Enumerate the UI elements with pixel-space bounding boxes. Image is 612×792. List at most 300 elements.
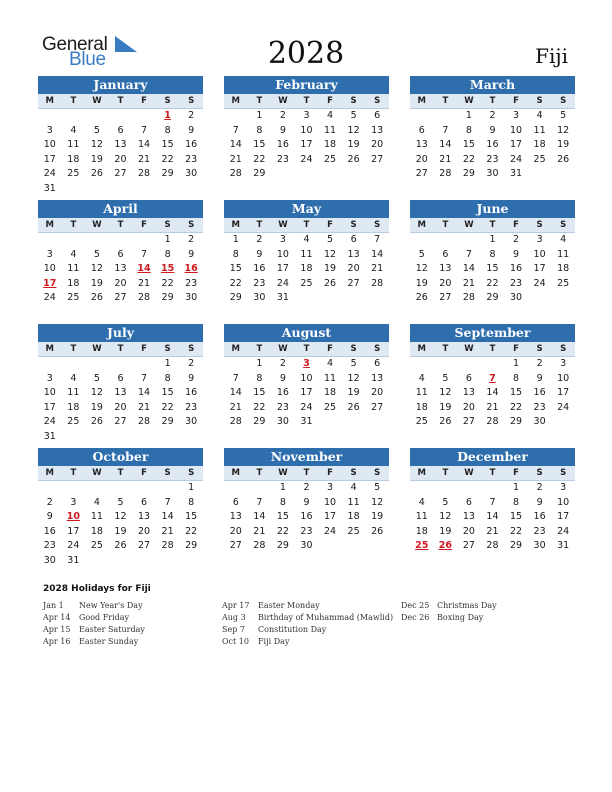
day-cell: 7 bbox=[164, 496, 171, 508]
week-row bbox=[38, 415, 203, 430]
day-cell: 5 bbox=[117, 496, 124, 508]
month-title: May bbox=[224, 200, 389, 218]
day-cell: 30 bbox=[185, 168, 198, 179]
day-cell: 14 bbox=[486, 387, 499, 398]
day-cell: 16 bbox=[43, 525, 56, 537]
day-cell: 8 bbox=[164, 372, 171, 384]
day-cell: 4 bbox=[70, 124, 77, 136]
day-cell bbox=[156, 554, 180, 569]
day-cell: 23 bbox=[276, 401, 289, 413]
weekday-label: S bbox=[560, 220, 567, 230]
day-cell: 9 bbox=[513, 248, 520, 260]
day-cell: 14 bbox=[462, 263, 475, 274]
day-cell bbox=[85, 554, 109, 569]
holiday-day-cell: 15 bbox=[160, 263, 175, 274]
day-cell: 20 bbox=[347, 263, 360, 274]
day-cell: 27 bbox=[462, 540, 475, 551]
day-cell: 4 bbox=[560, 234, 567, 245]
day-cell: 24 bbox=[276, 277, 289, 289]
day-cell: 29 bbox=[276, 540, 289, 551]
weekday-label: S bbox=[188, 96, 195, 106]
day-cell: 13 bbox=[347, 248, 360, 260]
day-cell: 1 bbox=[164, 358, 171, 369]
day-cell: 16 bbox=[533, 511, 546, 522]
day-cell: 27 bbox=[347, 277, 360, 289]
day-cell bbox=[271, 167, 295, 182]
day-cell: 3 bbox=[560, 358, 567, 369]
weekday-header-row bbox=[38, 342, 203, 357]
day-cell: 26 bbox=[371, 525, 384, 537]
week-row bbox=[38, 357, 203, 372]
day-cell: 3 bbox=[303, 110, 310, 121]
day-cell: 27 bbox=[462, 416, 475, 427]
weekday-header-row bbox=[38, 94, 203, 109]
day-cell: 28 bbox=[253, 540, 266, 551]
day-cell: 13 bbox=[137, 511, 151, 522]
weekday-label: M bbox=[45, 344, 55, 354]
weekday-label: T bbox=[489, 344, 496, 354]
day-cell: 9 bbox=[188, 248, 195, 260]
day-cell: 18 bbox=[67, 277, 80, 289]
holiday-column bbox=[222, 600, 393, 648]
day-cell: 1 bbox=[489, 234, 496, 245]
day-cell: 16 bbox=[276, 387, 289, 398]
holiday-day-cell: 14 bbox=[137, 263, 151, 274]
day-cell: 7 bbox=[256, 496, 263, 508]
day-cell: 16 bbox=[509, 263, 523, 274]
day-cell: 28 bbox=[486, 416, 499, 427]
day-cell: 23 bbox=[533, 525, 546, 537]
day-cell: 21 bbox=[462, 277, 475, 289]
day-cell: 15 bbox=[161, 139, 174, 150]
day-cell bbox=[528, 167, 552, 182]
week-row bbox=[224, 415, 389, 430]
day-cell: 30 bbox=[533, 540, 546, 551]
month-title: April bbox=[38, 200, 203, 218]
day-cell: 21 bbox=[229, 401, 242, 413]
day-cell: 19 bbox=[439, 401, 452, 413]
day-cell: 25 bbox=[533, 153, 546, 165]
day-cell: 20 bbox=[114, 277, 127, 289]
week-row bbox=[224, 481, 389, 496]
day-cell: 17 bbox=[300, 139, 313, 150]
week-row bbox=[38, 401, 203, 416]
weekday-label: F bbox=[513, 220, 519, 230]
holiday-name: Easter Monday bbox=[258, 601, 320, 610]
day-cell: 23 bbox=[276, 153, 289, 165]
weekday-label: S bbox=[164, 344, 171, 354]
day-cell: 19 bbox=[439, 525, 452, 537]
weekday-label: M bbox=[231, 344, 241, 354]
holiday-date: Dec 26 bbox=[401, 613, 430, 622]
day-cell: 4 bbox=[70, 248, 77, 260]
day-cell: 23 bbox=[43, 540, 56, 551]
holiday-name: Easter Saturday bbox=[79, 625, 145, 634]
day-cell: 24 bbox=[67, 540, 80, 551]
day-cell bbox=[179, 182, 203, 197]
day-cell: 28 bbox=[137, 168, 151, 179]
week-row bbox=[38, 510, 203, 525]
day-cell bbox=[132, 109, 156, 124]
weekday-label: T bbox=[70, 344, 77, 354]
day-cell: 17 bbox=[43, 153, 56, 165]
week-row bbox=[410, 415, 575, 430]
day-cell: 24 bbox=[300, 401, 313, 413]
weekday-label: S bbox=[164, 96, 171, 106]
day-cell: 13 bbox=[462, 511, 475, 522]
weekday-label: W bbox=[278, 220, 288, 230]
weekday-label: S bbox=[350, 96, 357, 106]
day-cell: 12 bbox=[557, 124, 570, 136]
day-cell: 6 bbox=[350, 234, 357, 245]
weekday-label: F bbox=[513, 96, 519, 106]
holiday-day-cell: 17 bbox=[43, 277, 57, 289]
day-cell: 11 bbox=[415, 511, 428, 522]
holiday-day-cell: 16 bbox=[184, 263, 198, 274]
week-row bbox=[410, 291, 575, 306]
week-row bbox=[410, 525, 575, 540]
day-cell: 1 bbox=[513, 358, 520, 369]
day-cell: 15 bbox=[486, 263, 499, 274]
weekday-label: F bbox=[141, 344, 147, 354]
day-cell: 4 bbox=[418, 372, 425, 384]
weekday-label: T bbox=[70, 468, 77, 478]
day-cell: 2 bbox=[256, 234, 263, 245]
day-cell: 5 bbox=[560, 110, 567, 121]
day-cell: 7 bbox=[232, 124, 239, 136]
week-row bbox=[38, 124, 203, 139]
holiday-name: New Year's Day bbox=[79, 601, 143, 610]
day-cell: 29 bbox=[462, 168, 475, 179]
month-february bbox=[224, 76, 389, 182]
day-cell bbox=[434, 233, 458, 248]
weekday-label: W bbox=[278, 468, 288, 478]
day-cell: 4 bbox=[536, 110, 543, 121]
day-cell: 1 bbox=[188, 482, 195, 493]
day-cell: 13 bbox=[415, 139, 428, 150]
day-cell: 21 bbox=[253, 525, 266, 537]
holiday-name: Fiji Day bbox=[258, 637, 290, 646]
day-cell: 9 bbox=[279, 124, 286, 136]
day-cell: 1 bbox=[279, 482, 286, 493]
day-cell: 27 bbox=[415, 168, 428, 179]
holiday-day-cell: 26 bbox=[438, 540, 452, 551]
holiday-item bbox=[222, 600, 393, 612]
day-cell: 26 bbox=[347, 401, 360, 413]
month-july bbox=[38, 324, 203, 444]
week-row bbox=[410, 109, 575, 124]
month-november bbox=[224, 448, 389, 554]
day-cell bbox=[365, 539, 389, 554]
weekday-label: S bbox=[188, 344, 195, 354]
day-cell bbox=[109, 182, 133, 197]
weekday-label: S bbox=[374, 344, 381, 354]
weekday-label: T bbox=[489, 220, 496, 230]
day-cell: 10 bbox=[43, 387, 56, 398]
day-cell: 8 bbox=[232, 248, 239, 260]
day-cell: 25 bbox=[557, 277, 570, 289]
day-cell: 23 bbox=[185, 277, 198, 289]
day-cell: 15 bbox=[229, 263, 242, 274]
day-cell: 6 bbox=[465, 372, 472, 384]
day-cell: 18 bbox=[323, 387, 337, 398]
day-cell bbox=[410, 233, 434, 248]
day-cell: 30 bbox=[533, 416, 546, 427]
day-cell bbox=[457, 233, 481, 248]
day-cell: 28 bbox=[229, 416, 242, 427]
week-row bbox=[38, 233, 203, 248]
weekday-label: M bbox=[45, 220, 55, 230]
holiday-name: Birthday of Muhammad (Mawlid) bbox=[258, 613, 394, 622]
week-row bbox=[410, 386, 575, 401]
day-cell bbox=[342, 291, 366, 306]
day-cell: 9 bbox=[188, 124, 195, 136]
day-cell: 12 bbox=[90, 263, 103, 274]
day-cell: 27 bbox=[114, 168, 127, 179]
day-cell: 11 bbox=[415, 387, 428, 398]
day-cell: 17 bbox=[276, 263, 289, 274]
week-row bbox=[38, 372, 203, 387]
day-cell: 8 bbox=[279, 496, 286, 508]
day-cell: 27 bbox=[439, 292, 452, 303]
weekday-header-row bbox=[38, 466, 203, 481]
day-cell: 31 bbox=[509, 168, 523, 179]
day-cell bbox=[481, 481, 505, 496]
week-row bbox=[38, 525, 203, 540]
month-may bbox=[224, 200, 389, 306]
weekday-label: W bbox=[278, 344, 288, 354]
weekday-label: T bbox=[442, 344, 449, 354]
day-cell bbox=[62, 182, 86, 197]
month-title: November bbox=[224, 448, 389, 466]
week-row bbox=[224, 510, 389, 525]
day-cell: 27 bbox=[371, 153, 384, 165]
weekday-label: S bbox=[374, 220, 381, 230]
week-row bbox=[224, 233, 389, 248]
day-cell: 23 bbox=[185, 153, 198, 165]
day-cell: 12 bbox=[439, 511, 452, 522]
month-september bbox=[410, 324, 575, 430]
weekday-header-row bbox=[410, 94, 575, 109]
holiday-item bbox=[43, 612, 145, 624]
weekday-label: F bbox=[141, 96, 147, 106]
day-cell: 13 bbox=[462, 387, 475, 398]
day-cell: 18 bbox=[67, 153, 80, 165]
day-cell: 7 bbox=[465, 248, 472, 260]
day-cell: 30 bbox=[486, 168, 499, 179]
month-august bbox=[224, 324, 389, 430]
day-cell bbox=[62, 430, 86, 445]
month-title: February bbox=[224, 76, 389, 94]
holiday-item bbox=[43, 624, 145, 636]
week-row bbox=[410, 233, 575, 248]
month-title: March bbox=[410, 76, 575, 94]
weekday-label: F bbox=[513, 468, 519, 478]
day-cell: 17 bbox=[557, 511, 570, 522]
weekday-label: F bbox=[327, 220, 333, 230]
month-october bbox=[38, 448, 203, 568]
day-cell: 30 bbox=[300, 540, 313, 551]
weekday-header-row bbox=[410, 342, 575, 357]
day-cell: 4 bbox=[418, 496, 425, 508]
weekday-label: T bbox=[256, 220, 263, 230]
day-cell bbox=[342, 415, 366, 430]
day-cell bbox=[62, 481, 86, 496]
weekday-label: T bbox=[303, 96, 310, 106]
day-cell bbox=[156, 182, 180, 197]
day-cell bbox=[179, 430, 203, 445]
day-cell bbox=[132, 182, 156, 197]
day-cell: 7 bbox=[141, 124, 148, 136]
day-cell: 12 bbox=[90, 387, 103, 398]
day-cell: 6 bbox=[141, 496, 148, 508]
weekday-label: M bbox=[45, 96, 55, 106]
weekday-label: F bbox=[327, 468, 333, 478]
day-cell: 8 bbox=[188, 496, 195, 508]
day-cell: 14 bbox=[371, 248, 384, 260]
day-cell bbox=[109, 233, 133, 248]
day-cell: 3 bbox=[279, 234, 286, 245]
week-row bbox=[38, 248, 203, 263]
day-cell bbox=[551, 167, 575, 182]
day-cell: 8 bbox=[465, 124, 472, 136]
day-cell: 17 bbox=[43, 401, 56, 413]
weekday-label: W bbox=[464, 344, 474, 354]
day-cell: 26 bbox=[90, 416, 103, 427]
day-cell: 17 bbox=[323, 511, 337, 522]
day-cell: 31 bbox=[276, 292, 289, 303]
day-cell: 23 bbox=[300, 525, 313, 537]
day-cell: 2 bbox=[536, 358, 543, 369]
weekday-header-row bbox=[224, 342, 389, 357]
weekday-header-row bbox=[224, 94, 389, 109]
day-cell: 29 bbox=[253, 168, 266, 179]
weekday-label: S bbox=[350, 344, 357, 354]
day-cell: 18 bbox=[347, 511, 360, 522]
holiday-name: Constitution Day bbox=[258, 625, 327, 634]
week-row bbox=[224, 277, 389, 292]
day-cell: 20 bbox=[114, 401, 127, 413]
day-cell: 5 bbox=[374, 482, 381, 493]
weekday-label: T bbox=[70, 96, 77, 106]
day-cell: 4 bbox=[93, 496, 100, 508]
weekday-label: W bbox=[278, 96, 288, 106]
day-cell: 8 bbox=[489, 248, 496, 260]
day-cell: 8 bbox=[256, 124, 263, 136]
day-cell: 16 bbox=[253, 263, 266, 274]
day-cell: 13 bbox=[229, 511, 242, 522]
week-row bbox=[410, 357, 575, 372]
day-cell: 26 bbox=[415, 292, 428, 303]
day-cell: 6 bbox=[418, 124, 425, 136]
day-cell: 19 bbox=[347, 387, 360, 398]
day-cell: 24 bbox=[557, 401, 570, 413]
day-cell: 9 bbox=[536, 372, 543, 384]
week-row bbox=[224, 372, 389, 387]
day-cell: 29 bbox=[185, 540, 198, 551]
day-cell: 2 bbox=[489, 110, 496, 121]
day-cell: 28 bbox=[137, 416, 151, 427]
day-cell: 10 bbox=[557, 372, 570, 384]
day-cell: 21 bbox=[486, 401, 499, 413]
week-row bbox=[38, 291, 203, 306]
day-cell bbox=[109, 430, 133, 445]
day-cell: 9 bbox=[188, 372, 195, 384]
day-cell bbox=[85, 430, 109, 445]
day-cell: 3 bbox=[536, 234, 543, 245]
day-cell: 7 bbox=[141, 372, 148, 384]
week-row bbox=[38, 539, 203, 554]
week-row bbox=[224, 291, 389, 306]
day-cell: 13 bbox=[114, 387, 127, 398]
weekday-label: T bbox=[442, 96, 449, 106]
day-cell: 30 bbox=[509, 292, 523, 303]
day-cell: 8 bbox=[513, 372, 520, 384]
day-cell: 12 bbox=[114, 511, 127, 522]
day-cell: 9 bbox=[279, 372, 286, 384]
weekday-label: T bbox=[117, 468, 124, 478]
week-row bbox=[38, 153, 203, 168]
day-cell: 13 bbox=[371, 124, 384, 136]
day-cell: 20 bbox=[229, 525, 242, 537]
day-cell: 2 bbox=[188, 110, 195, 121]
day-cell: 11 bbox=[90, 511, 103, 522]
day-cell: 29 bbox=[161, 292, 174, 303]
day-cell bbox=[85, 182, 109, 197]
weekday-label: W bbox=[92, 468, 102, 478]
day-cell: 9 bbox=[303, 496, 310, 508]
day-cell bbox=[410, 357, 434, 372]
day-cell: 20 bbox=[137, 525, 151, 537]
weekday-label: W bbox=[92, 344, 102, 354]
day-cell: 19 bbox=[557, 139, 570, 150]
day-cell: 18 bbox=[300, 263, 313, 274]
day-cell: 5 bbox=[442, 496, 449, 508]
day-cell: 26 bbox=[557, 153, 570, 165]
month-june bbox=[410, 200, 575, 306]
weekday-label: S bbox=[560, 96, 567, 106]
day-cell: 14 bbox=[253, 511, 266, 522]
day-cell: 22 bbox=[509, 525, 523, 537]
day-cell: 11 bbox=[67, 139, 80, 150]
day-cell: 5 bbox=[93, 372, 100, 384]
day-cell: 27 bbox=[114, 292, 127, 303]
day-cell: 14 bbox=[137, 139, 151, 150]
week-row bbox=[38, 554, 203, 569]
day-cell: 2 bbox=[188, 358, 195, 369]
day-cell: 10 bbox=[557, 496, 570, 508]
calendar-year: 2028 bbox=[267, 36, 345, 71]
week-row bbox=[410, 248, 575, 263]
holiday-name: Easter Sunday bbox=[79, 637, 139, 646]
day-cell: 23 bbox=[486, 153, 499, 165]
month-january bbox=[38, 76, 203, 196]
day-cell bbox=[38, 481, 62, 496]
month-title: September bbox=[410, 324, 575, 342]
day-cell: 16 bbox=[276, 139, 289, 150]
day-cell: 24 bbox=[323, 525, 337, 537]
day-cell bbox=[38, 233, 62, 248]
day-cell: 22 bbox=[486, 277, 499, 289]
day-cell: 15 bbox=[185, 511, 198, 522]
day-cell: 22 bbox=[509, 401, 523, 413]
day-cell: 11 bbox=[300, 248, 313, 260]
week-row bbox=[410, 167, 575, 182]
day-cell: 1 bbox=[513, 482, 520, 493]
day-cell: 17 bbox=[67, 525, 80, 537]
week-row bbox=[38, 167, 203, 182]
weekday-header-row bbox=[224, 218, 389, 233]
